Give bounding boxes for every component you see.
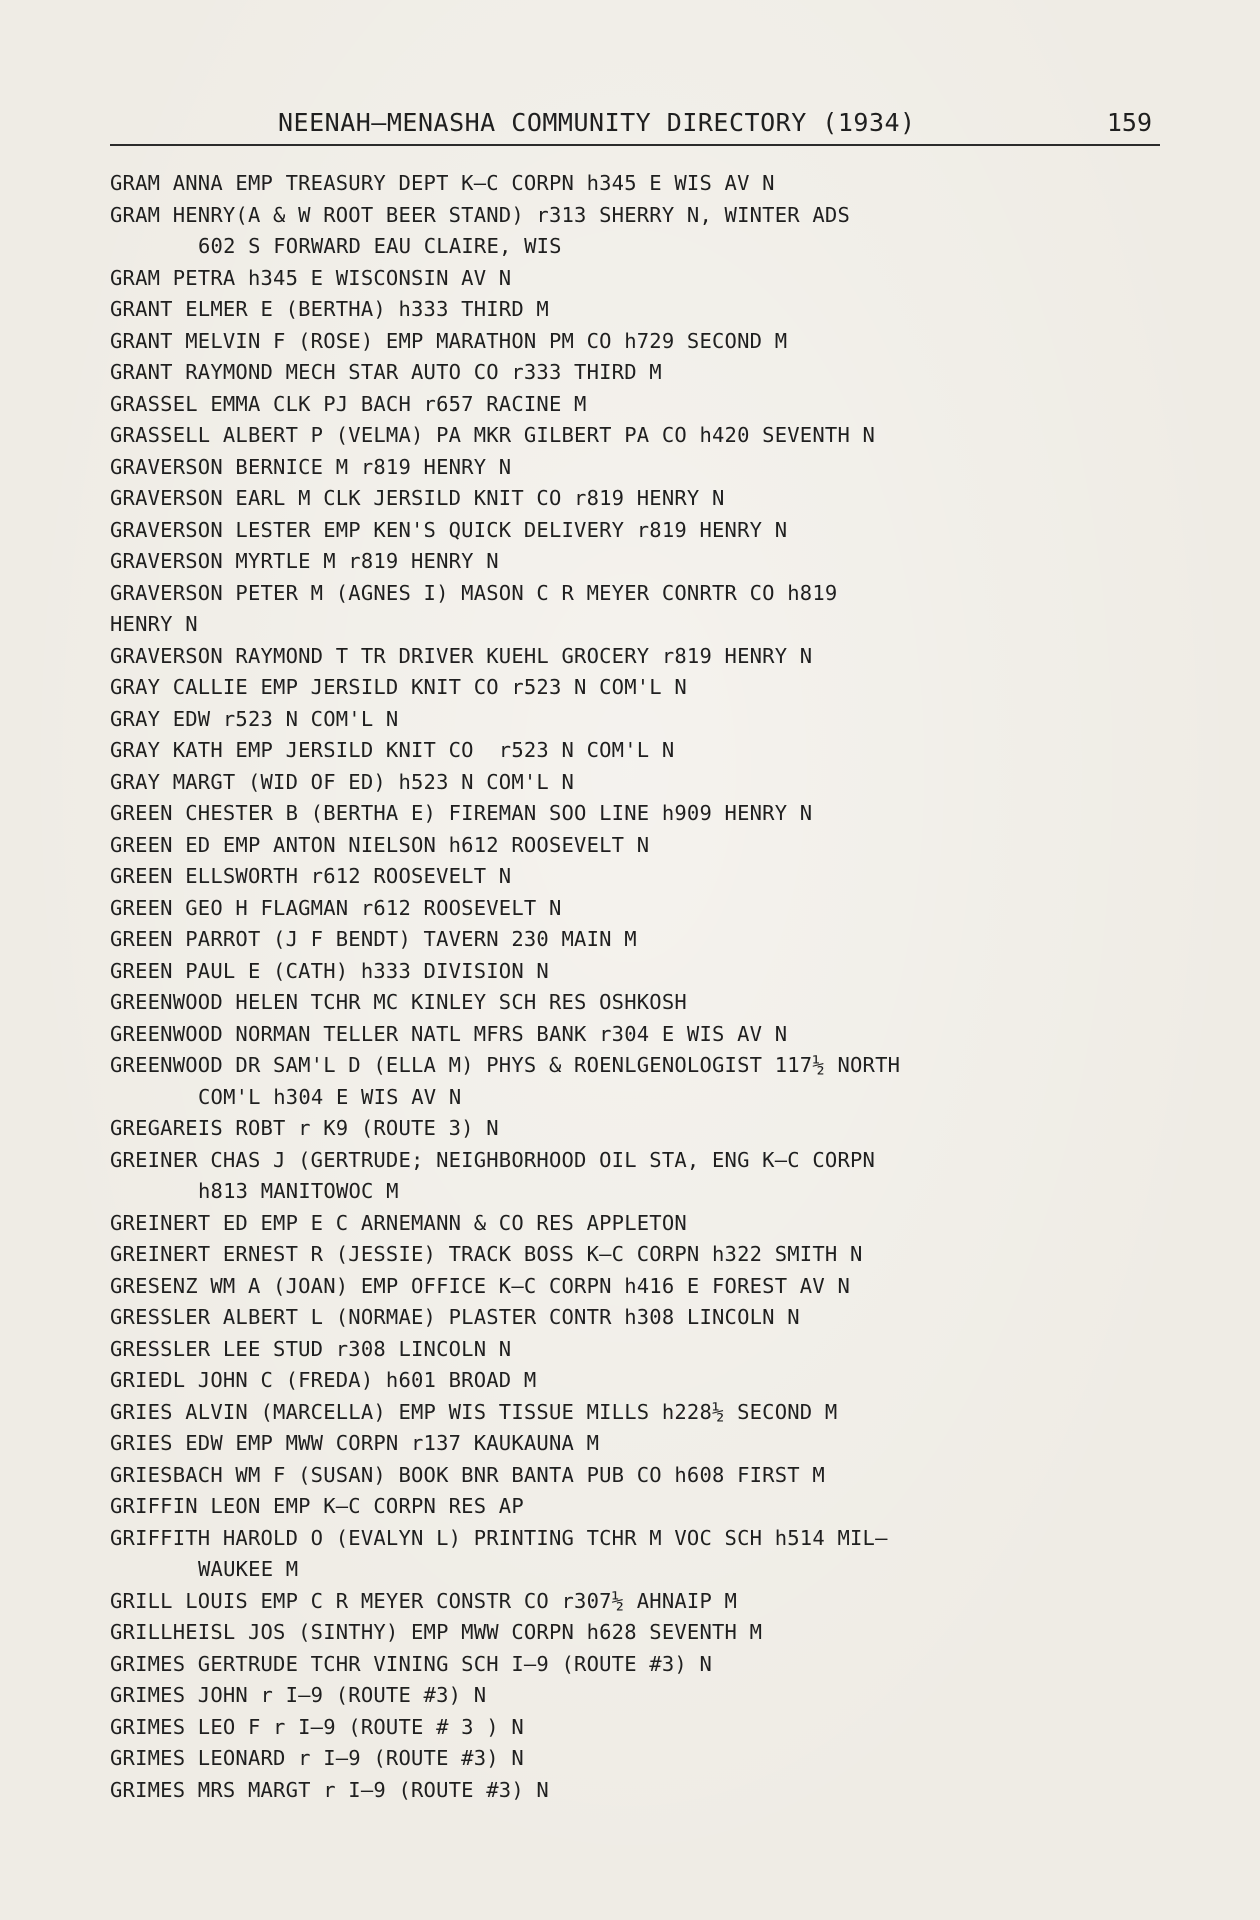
directory-entry: GRANT ELMER E (BERTHA) h333 THIRD M [110, 297, 549, 321]
directory-entry: GRAM HENRY(A & W ROOT BEER STAND) r313 SHERRY N, WINTER ADS [110, 202, 850, 227]
directory-entry: GRILL LOUIS EMP C R MEYER CONSTR CO r307½ AHNAIP M [110, 1588, 738, 1613]
directory-entry: GRESSLER ALBERT L (NORMAE) PLASTER CONTR h308 LINCOLN N [110, 1305, 800, 1329]
directory-entry-continuation: h813 MANITOWOC M [198, 1179, 399, 1203]
directory-entry: GRIFFIN LEON EMP K—C CORPN RES AP [110, 1494, 524, 1518]
directory-entry: GRESENZ WM A (JOAN) EMP OFFICE K—C CORPN h416 E FOREST AV N [110, 1273, 850, 1298]
directory-entry: GREEN CHESTER B (BERTHA E) FIREMAN SOO LINE h909 HENRY N [110, 801, 813, 825]
directory-entry: GRAY MARGT (WID OF ED) h523 N COM'L N [110, 769, 575, 794]
directory-entry: GRASSELL ALBERT P (VELMA) PA MKR GILBERT PA CO h420 SEVENTH N [110, 423, 876, 447]
directory-entry-continuation: COM'L h304 E WIS AV N [198, 1084, 462, 1109]
directory-entry: GRAVERSON LESTER EMP KEN'S QUICK DELIVERY r819 HENRY N [110, 517, 788, 542]
directory-entry: GRIESBACH WM F (SUSAN) BOOK BNR BANTA PUB CO h608 FIRST M [110, 1462, 825, 1487]
directory-entry: GREENWOOD HELEN TCHR MC KINLEY SCH RES OSHKOSH [110, 990, 687, 1014]
directory-entry: GREGAREIS ROBT r K9 (ROUTE 3) N [110, 1116, 499, 1140]
directory-entry: GRANT MELVIN F (ROSE) EMP MARATHON PM CO h729 SECOND M [110, 328, 788, 353]
directory-entry: GREEN PARROT (J F BENDT) TAVERN 230 MAIN M [110, 927, 637, 951]
directory-entry: GRIES ALVIN (MARCELLA) EMP WIS TISSUE MILLS h228½ SECOND M [110, 1399, 838, 1424]
directory-entry: GRIEDL JOHN C (FREDA) h601 BROAD M [110, 1368, 537, 1392]
directory-entry: GREEN ELLSWORTH r612 ROOSEVELT N [110, 864, 512, 888]
directory-entry: GRANT RAYMOND MECH STAR AUTO CO r333 THIRD M [110, 360, 662, 384]
directory-entry: GRAY KATH EMP JERSILD KNIT CO r523 N COM'L N [110, 738, 675, 762]
directory-entry: GRIMES MRS MARGT r I—9 (ROUTE #3) N [110, 1777, 549, 1802]
directory-entry: GRAVERSON MYRTLE M r819 HENRY N [110, 549, 499, 573]
directory-entry: HENRY N [110, 612, 198, 636]
directory-entry: GREENWOOD DR SAM'L D (ELLA M) PHYS & ROENLGENOLOGIST 117½ NORTH [110, 1053, 901, 1077]
directory-entry: GRIMES GERTRUDE TCHR VINING SCH I—9 (ROUTE #3) N [110, 1651, 713, 1676]
directory-listing [110, 168, 1190, 1806]
directory-entry: GRAY CALLIE EMP JERSILD KNIT CO r523 N COM'L N [110, 675, 687, 699]
directory-entry: GREEN GEO H FLAGMAN r612 ROOSEVELT N [110, 895, 562, 920]
page-number: 159 [1106, 108, 1152, 137]
directory-entry: GRAY EDW r523 N COM'L N [110, 706, 399, 731]
directory-entry-continuation: 602 S FORWARD EAU CLAIRE, WIS [198, 234, 562, 258]
directory-entry: GREINER CHAS J (GERTRUDE; NEIGHBORHOOD OIL STA, ENG K—C CORPN [110, 1147, 876, 1172]
page-header [110, 104, 1160, 146]
directory-entry: GRAVERSON EARL M CLK JERSILD KNIT CO r819 HENRY N [110, 486, 725, 510]
directory-entry: GREENWOOD NORMAN TELLER NATL MFRS BANK r304 E WIS AV N [110, 1021, 788, 1046]
directory-entry: GRAM PETRA h345 E WISCONSIN AV N [110, 265, 512, 290]
directory-entry: GRAM ANNA EMP TREASURY DEPT K—C CORPN h345 E WIS AV N [110, 171, 775, 195]
directory-entry: GRAVERSON BERNICE M r819 HENRY N [110, 454, 512, 479]
directory-entry: GREEN PAUL E (CATH) h333 DIVISION N [110, 958, 549, 983]
directory-entry: GREINERT ERNEST R (JESSIE) TRACK BOSS K—C CORPN h322 SMITH N [110, 1242, 863, 1266]
directory-title: NEENAH—MENASHA COMMUNITY DIRECTORY (1934) [278, 108, 916, 137]
directory-entry: GREINERT ED EMP E C ARNEMANN & CO RES APPLETON [110, 1210, 687, 1235]
directory-entry: GRASSEL EMMA CLK PJ BACH r657 RACINE M [110, 391, 587, 416]
directory-entry: GREEN ED EMP ANTON NIELSON h612 ROOSEVELT N [110, 832, 650, 857]
directory-entry: GRILLHEISL JOS (SINTHY) EMP MWW CORPN h628 SEVENTH M [110, 1620, 763, 1644]
directory-entry: GRESSLER LEE STUD r308 LINCOLN N [110, 1336, 512, 1361]
directory-entry: GRAVERSON PETER M (AGNES I) MASON C R MEYER CONRTR CO h819 [110, 580, 838, 605]
directory-entry: GRIMES JOHN r I—9 (ROUTE #3) N [110, 1683, 487, 1707]
directory-entry: GRIMES LEO F r I—9 (ROUTE # 3 ) N [110, 1714, 524, 1739]
directory-entry-continuation: WAUKEE M [198, 1557, 299, 1581]
directory-entry: GRIMES LEONARD r I—9 (ROUTE #3) N [110, 1746, 524, 1770]
directory-entry: GRIES EDW EMP MWW CORPN r137 KAUKAUNA M [110, 1431, 600, 1455]
directory-entry: GRIFFITH HAROLD O (EVALYN L) PRINTING TCHR M VOC SCH h514 MIL— [110, 1525, 888, 1550]
directory-entry: GRAVERSON RAYMOND T TR DRIVER KUEHL GROCERY r819 HENRY N [110, 643, 813, 668]
